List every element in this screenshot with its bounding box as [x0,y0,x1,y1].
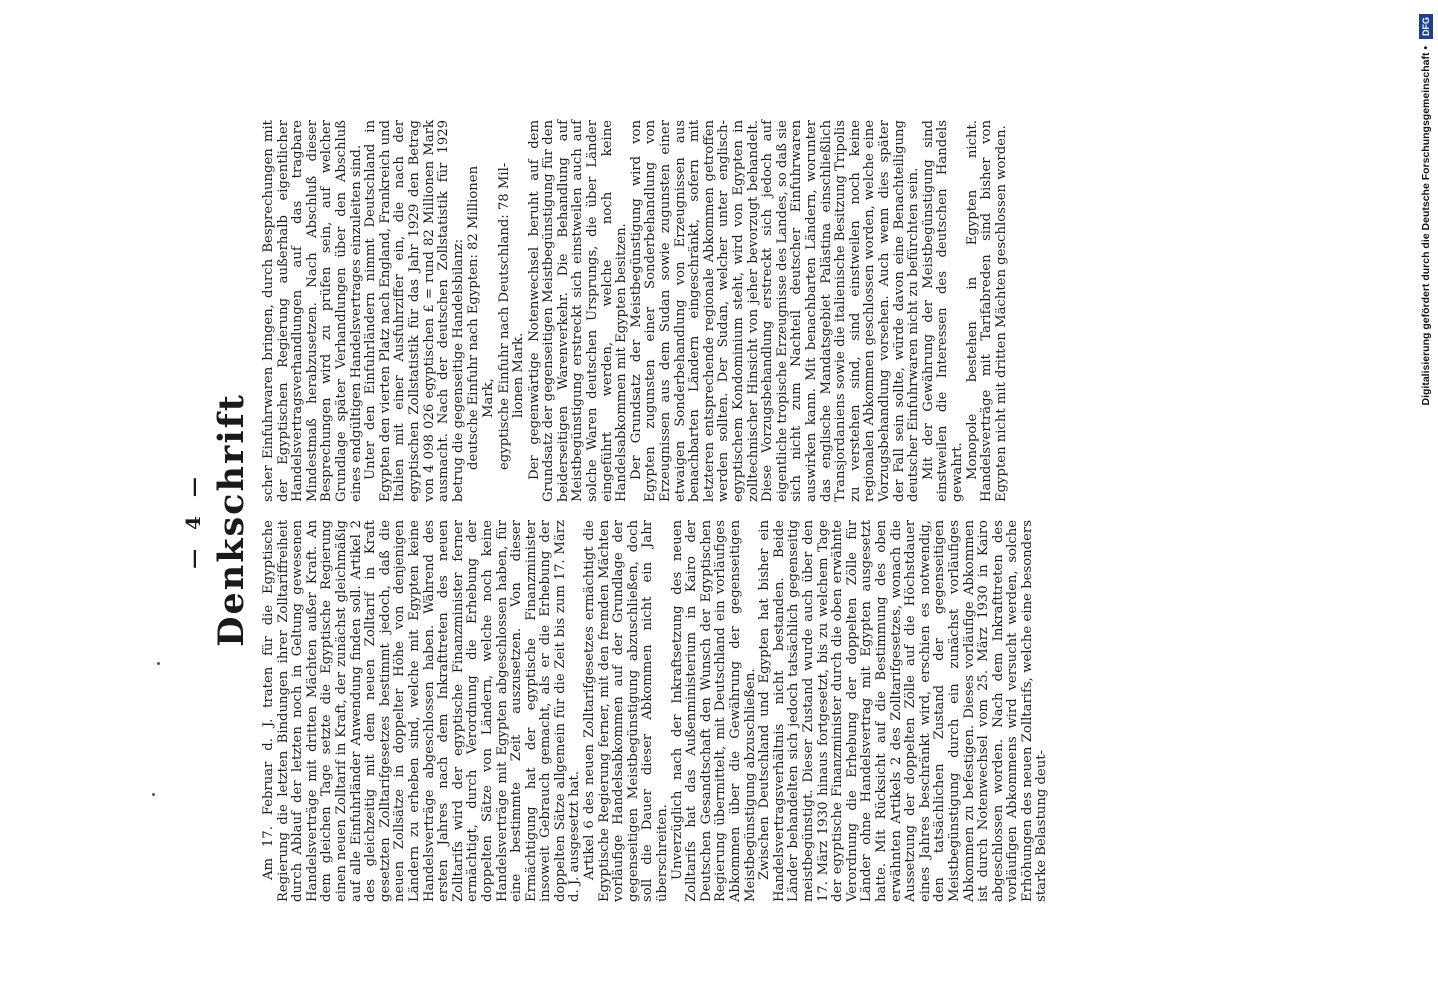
paragraph: scher Einfuhrwaren bringen, durch Besprechungen mit der Egyptischen Regierung außerhalb eigentlicher Handelsvertragsverhandlungen auf das tragbare Mindestmaß herabzusetzen. Nach Abschluß dieser Besprechungen wird zu prüfen sein, auf welcher Grundlage später Verhandlungen über den Abschluß eines endgültigen Handelsvertrages einzuleiten sind. [261,120,364,502]
trade-line-egyptian-imports-unit: lionen Mark. [511,332,527,418]
paragraph: Am 17. Februar d. J. traten für die Egyptische Regierung die letzten Bindungen ihrer Zolltariffreiheit durch Ablauf der letzten noch in Geltung gewesenen Handelsverträge mit dritten Mächten außer Kraft. An dem gleichen Tage setzte die Egyptische Regierung einen neuen Zolltarif in Kraft, der zunächst gleichmäßig auf alle Einfuhrländer Anwendung finden soll. Artikel 2 des gleichzeitig mit dem neuen Zolltarif in Kraft gesetzten Zolltarifgesetzes bestimmt jedoch, daß die neuen Zollsätze in doppelter Höhe von denjenigen Ländern zu erheben sind, welche mit Egypten keine Handelsverträge abgeschlossen haben. Während des ersten Jahres nach dem Inkrafttreten des neuen Zolltarifs wird der egyptische Finanzminister ferner ermächtigt, durch Verordnung die Erhebung der doppelten Sätze von Ländern, welche noch keine Handelsverträge mit Egypten abgeschlossen haben, für eine bestimmte Zeit auszusetzen. Von dieser Ermächtigung hat der egyptische Finanzminister insoweit Gebrauch gemacht, als er die Erhebung der doppelten Sätze allgemein für die Zeit bis zum 17. März d. J. ausgesetzt hat. [261,520,583,902]
paragraph: Monopole bestehen in Egypten nicht. Handelsverträge mit Tarifabreden sind bisher von Egypten nicht mit dritten Mächten geschlossen worden. [964,120,1009,502]
page-number: — 4 — [181,471,205,569]
trade-line-german-imports: deutsche Einfuhr nach Egypten: 82 Millionen [466,165,482,470]
paragraph: Unverzüglich nach der Inkraftsetzung des neuen Zolltarifs hat das Außenministerium in Kairo der Deutschen Gesandtschaft den Wunsch der Egyptischen Regierung übermittelt, mit Deutschland ein vorläufiges Abkommen über die Gewährung der gegenseitigen Meistbegünstigung abzuschließen. [669,520,758,902]
dfg-logo: DFG [1419,14,1433,39]
digitization-credit-text: Digitalisierung gefördert durch die Deutsche Forschungsgemeinschaft • [1420,45,1432,406]
left-text-column [261,520,1050,902]
digitization-credit [1416,14,1438,994]
trade-line-egyptian-imports: egyptische Einfuhr nach Deutschland: 78 Mil- [496,162,512,470]
trade-balance-entry [467,120,496,470]
document-title: Denkschrift [211,393,252,647]
paragraph: Artikel 6 des neuen Zolltarifgesetzes ermächtigt die Egyptische Regierung ferner, mit den fremden Mächten vorläufige Handelsabkommen auf der Grundlage der gegenseitigen Meistbegünstigung abzuschließen, doch soll die Dauer dieser Abkommen nicht ein Jahr überschreiten. [582,520,671,902]
right-text-column [261,120,1009,502]
paragraph: Mit der Gewährung der Meistbegünstigung sind einstweilen die Interessen des deutschen Handels gewahrt. [920,120,965,502]
scan-speck [157,662,160,665]
paragraph: Der Grundsatz der Meistbegünstigung wird von Egypten zugunsten einer Sonderbehandlung von Erzeugnissen aus dem Sudan sowie zugunsten einer etwaigen Sonderbehandlung von Erzeugnissen aus benachbarten Ländern eingeschränkt, sofern mit letzteren entsprechende regionale Abkommen getroffen werden sollten. Der Sudan, welcher unter englisch-egyptischem Kondominium steht, wird von Egypten in zolltechnischer Hinsicht von jeher bevorzugt behandelt. Diese Vorzugsbehandlung erstreckt sich jedoch auf eigentliche tropische Erzeugnisse des Landes, so daß sie sich nicht zum Nachteil deutscher Einfuhrwaren auswirken kann. Mit benachbarten Ländern, worunter das englische Mandatsgebiet Palästina einschließlich Transjordaniens sowie die italienische Besitzung Tripolis zu verstehen sind, sind einstweilen noch keine regionalen Abkommen geschlossen worden, welche eine Vorzugsbehandlung vorsehen. Auch wenn dies später der Fall sein sollte, würde davon eine Benachteiligung deutscher Einfuhrwaren nicht zu befürchten sein. [628,120,922,502]
paragraph: Unter den Einfuhrländern nimmt Deutschland in Egypten den vierten Platz nach England, Frankreich und Italien mit einer Ausfuhrziffer ein, die nach der egyptischen Zollstatistik für das Jahr 1929 den Betrag von 4 098 026 egyptischen £ = rund 82 Millionen Mark ausmacht. Nach der deutschen Zollstatistik für 1929 betrug die gegenseitige Handelsbilanz: [363,120,466,502]
paragraph: Der gegenwärtige Notenwechsel beruht auf dem Grundsatz der gegenseitigen Meistbegünstigung für den beiderseitigen Warenverkehr. Die Behandlung auf Meistbegünstigung erstreckt sich einstweilen auch auf solche Waren deutschen Ursprungs, die über Länder eingeführt werden, welche noch keine Handelsabkommen mit Egypten besitzen. [526,120,630,502]
trade-balance-entry [498,120,527,470]
scan-speck [152,793,155,796]
paragraph: Zwischen Deutschland und Egypten hat bisher ein Handelsvertragsverhältnis nicht bestanden. Beide Länder behandelten sich jedoch tatsächlich gegenseitig meistbegünstigt. Dieser Zustand wurde auch über den 17. März 1930 hinaus fortgesetzt, bis zu welchem Tage der egyptische Finanzminister durch die oben erwähnte Verordnung die Erhebung der doppelten Zölle für Länder ohne Handelsvertrag mit Egypten ausgesetzt hatte. Mit Rücksicht auf die Bestimmung des oben erwähnten Artikels 2 des Zolltarifgesetzes, wonach die Aussetzung der doppelten Zölle auf die Höchstdauer eines Jahres beschränkt wird, erschien es notwendig, den tatsächlichen Zustand der gegenseitigen Meistbegünstigung durch ein zunächst vorläufiges Abkommen zu befestigen. Dieses vorläufige Abkommen ist durch Notenwechsel vom 25. März 1930 in Kairo abgeschlossen worden. Nach dem Inkrafttreten des vorläufigen Abkommens wird versucht werden, solche Erhöhungen des neuen Zolltarifs, welche eine besonders starke Belastung deut- [757,520,1050,902]
trade-line-german-imports-unit: Mark, [480,378,496,418]
rotated-document-page [167,90,1167,950]
